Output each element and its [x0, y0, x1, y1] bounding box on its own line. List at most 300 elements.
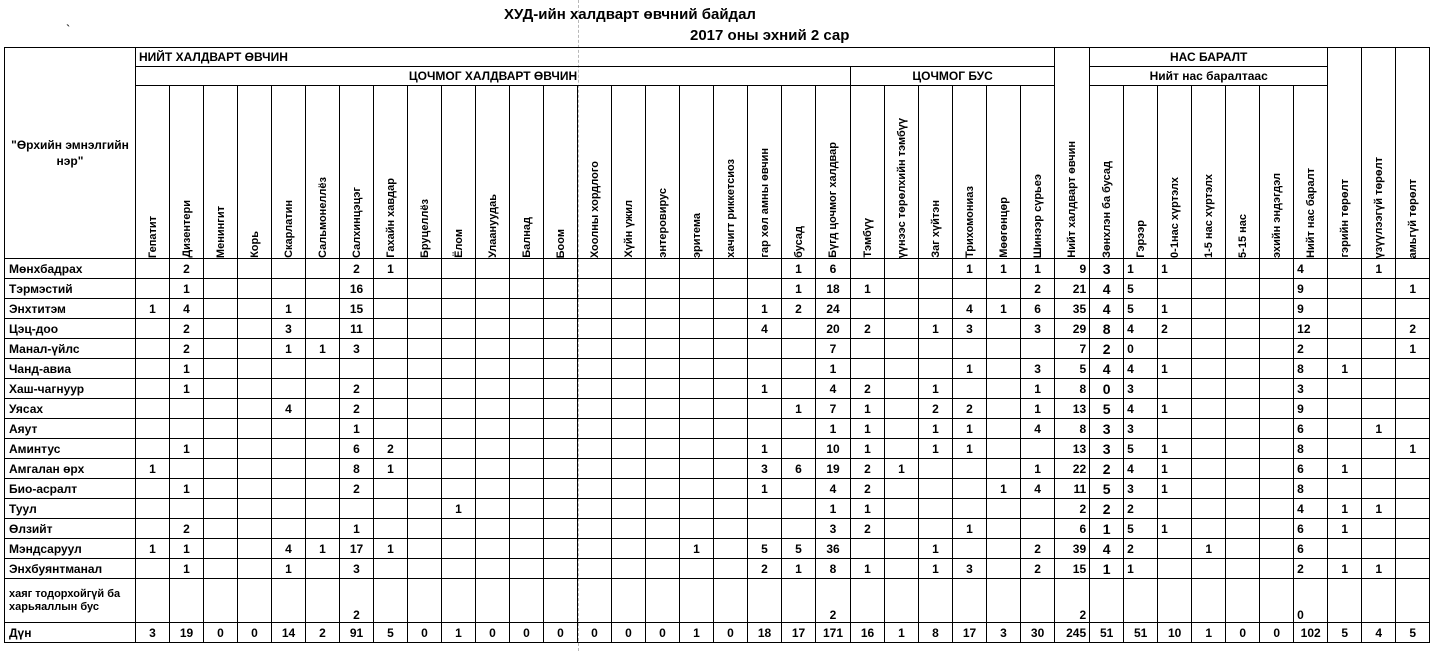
table-cell: 5: [1090, 399, 1124, 419]
table-cell: [680, 579, 714, 623]
header-col-1: Гепатит: [136, 86, 170, 259]
table-cell: 1: [953, 419, 987, 439]
table-cell: 1: [136, 299, 170, 319]
table-cell: [919, 499, 953, 519]
table-cell: [374, 359, 408, 379]
table-cell: [238, 379, 272, 399]
table-cell: [408, 459, 442, 479]
table-cell: [1396, 459, 1430, 479]
table-row: [5, 279, 1430, 299]
table-cell: 14: [272, 623, 306, 643]
table-cell: [408, 439, 442, 459]
table-cell: [919, 299, 953, 319]
table-cell: [885, 299, 919, 319]
table-cell: 2: [1055, 579, 1090, 623]
header-col-17: эритема: [680, 86, 714, 259]
table-cell: [442, 579, 476, 623]
table-cell: [1226, 439, 1260, 459]
table-cell: [510, 519, 544, 539]
table-cell: [1260, 359, 1294, 379]
table-cell: 1: [170, 439, 204, 459]
table-cell: 1: [1090, 519, 1124, 539]
table-cell: [136, 279, 170, 299]
table-cell: 0: [1260, 623, 1294, 643]
table-cell: [408, 359, 442, 379]
table-cell: [612, 339, 646, 359]
table-cell: [204, 479, 238, 499]
table-cell: 36: [816, 539, 851, 559]
table-cell: [851, 539, 885, 559]
header-col-9: Бруцеллёз: [408, 86, 442, 259]
table-cell: [885, 399, 919, 419]
table-cell: [204, 259, 238, 279]
table-cell: [680, 339, 714, 359]
table-cell: [340, 499, 374, 519]
table-cell: [476, 299, 510, 319]
header-col-7: Салхинцэцэг: [340, 86, 374, 259]
table-cell: [136, 499, 170, 519]
table-cell: 0: [408, 623, 442, 643]
table-row: [5, 459, 1430, 479]
table-cell: [510, 379, 544, 399]
table-cell: [953, 539, 987, 559]
table-cell: 18: [816, 279, 851, 299]
table-cell: [510, 299, 544, 319]
table-cell: [578, 319, 612, 339]
table-cell: [476, 459, 510, 479]
table-cell: 1: [442, 499, 476, 519]
table-cell: 5: [1090, 479, 1124, 499]
table-cell: [1260, 279, 1294, 299]
table-cell: [714, 519, 748, 539]
table-cell: [510, 399, 544, 419]
table-cell: [714, 579, 748, 623]
table-cell: 2: [170, 259, 204, 279]
table-cell: 8: [816, 559, 851, 579]
table-cell: 8: [340, 459, 374, 479]
table-cell: [408, 499, 442, 519]
table-cell: 4: [816, 479, 851, 499]
table-cell: [1226, 559, 1260, 579]
table-cell: [1192, 339, 1226, 359]
table-cell: 1: [919, 419, 953, 439]
table-cell: 4: [1124, 319, 1158, 339]
table-cell: 4: [1021, 479, 1055, 499]
table-cell: 5: [782, 539, 816, 559]
table-cell: [578, 399, 612, 419]
table-cell: [578, 339, 612, 359]
table-cell: [851, 579, 885, 623]
table-cell: [1362, 459, 1396, 479]
table-cell: [1396, 299, 1430, 319]
table-cell: 2: [340, 399, 374, 419]
table-cell: [1396, 559, 1430, 579]
table-cell: [987, 399, 1021, 419]
table-cell: [476, 419, 510, 439]
table-cell: [204, 439, 238, 459]
table-cell: 1: [953, 359, 987, 379]
table-cell: 8: [1294, 359, 1328, 379]
table-cell: [1328, 539, 1362, 559]
table-cell: [612, 559, 646, 579]
table-cell: [510, 479, 544, 499]
table-cell: [1260, 559, 1294, 579]
table-cell: [204, 359, 238, 379]
table-cell: [204, 319, 238, 339]
table-cell: [1328, 399, 1362, 419]
table-cell: [408, 379, 442, 399]
table-cell: 2: [340, 479, 374, 499]
table-cell: 1: [170, 539, 204, 559]
header-col-10: Ёлом: [442, 86, 476, 259]
header-col-4: Корь: [238, 86, 272, 259]
table-cell: 2: [1021, 539, 1055, 559]
table-cell: 8: [1055, 419, 1090, 439]
table-cell: [408, 519, 442, 539]
table-cell: [1362, 359, 1396, 379]
table-cell: [578, 419, 612, 439]
table-cell: [306, 279, 340, 299]
table-cell: [374, 339, 408, 359]
table-cell: [306, 399, 340, 419]
header-col-8: Гахайн хавдар: [374, 86, 408, 259]
table-row: [5, 379, 1430, 399]
table-cell: 2: [1021, 559, 1055, 579]
table-cell: [374, 579, 408, 623]
table-row: [5, 419, 1430, 439]
table-cell: 1: [816, 419, 851, 439]
table-cell: [510, 459, 544, 479]
table-cell: [238, 279, 272, 299]
table-cell: [782, 439, 816, 459]
table-cell: [544, 499, 578, 519]
table-cell: [953, 279, 987, 299]
table-cell: [544, 519, 578, 539]
table-cell: [919, 259, 953, 279]
header-col-11: Улаануудаь: [476, 86, 510, 259]
table-cell: [646, 399, 680, 419]
table-cell: 5: [1124, 519, 1158, 539]
table-total-row: [5, 623, 1430, 643]
table-cell: [1328, 419, 1362, 439]
clinic-name: Манал-үйлс: [5, 339, 136, 359]
table-cell: [782, 419, 816, 439]
table-cell: 8: [1055, 379, 1090, 399]
table-cell: [748, 579, 782, 623]
table-cell: [442, 259, 476, 279]
table-cell: [646, 319, 680, 339]
table-cell: 1: [851, 499, 885, 519]
table-cell: [714, 299, 748, 319]
table-cell: 1: [1192, 539, 1226, 559]
table-cell: 1: [680, 623, 714, 643]
table-cell: 1: [136, 459, 170, 479]
table-cell: 19: [170, 623, 204, 643]
table-cell: [714, 279, 748, 299]
table-cell: 1: [1158, 479, 1192, 499]
table-cell: [885, 499, 919, 519]
table-cell: [1192, 499, 1226, 519]
table-cell: [578, 559, 612, 579]
table-cell: [1396, 379, 1430, 399]
table-cell: [476, 379, 510, 399]
table-cell: [885, 359, 919, 379]
table-cell: [1328, 259, 1362, 279]
table-cell: 1: [885, 623, 919, 643]
table-cell: 1: [680, 539, 714, 559]
table-cell: 4: [1294, 259, 1328, 279]
table-cell: [1328, 479, 1362, 499]
table-cell: 1: [851, 439, 885, 459]
header-acute-infections: ЦОЧМОГ ХАЛДВАРТ ӨВЧИН: [136, 67, 851, 86]
table-cell: 29: [1055, 319, 1090, 339]
table-cell: [987, 319, 1021, 339]
table-cell: [1192, 439, 1226, 459]
table-cell: [612, 459, 646, 479]
table-cell: [612, 499, 646, 519]
table-cell: [306, 319, 340, 339]
table-cell: [544, 299, 578, 319]
table-cell: 24: [816, 299, 851, 319]
table-row: [5, 439, 1430, 459]
table-cell: 1: [170, 279, 204, 299]
table-cell: 3: [340, 559, 374, 579]
table-cell: 2: [851, 379, 885, 399]
table-cell: [1328, 439, 1362, 459]
table-cell: 1: [851, 419, 885, 439]
table-cell: [442, 459, 476, 479]
table-cell: [1362, 579, 1396, 623]
report-title: ХУД-ийн халдварт өвчний байдал: [504, 6, 756, 23]
clinic-name: Аминтус: [5, 439, 136, 459]
table-cell: [544, 319, 578, 339]
table-cell: [374, 379, 408, 399]
table-cell: 17: [953, 623, 987, 643]
table-cell: 8: [919, 623, 953, 643]
table-cell: [136, 259, 170, 279]
table-cell: [646, 559, 680, 579]
table-cell: [919, 339, 953, 359]
table-cell: [748, 419, 782, 439]
table-cell: [782, 579, 816, 623]
table-cell: [1328, 339, 1362, 359]
table-cell: [374, 479, 408, 499]
table-cell: [544, 359, 578, 379]
table-cell: [680, 499, 714, 519]
table-cell: [1260, 379, 1294, 399]
table-cell: [987, 559, 1021, 579]
table-cell: [1260, 519, 1294, 539]
table-cell: [1226, 339, 1260, 359]
table-cell: 1: [170, 559, 204, 579]
table-cell: 1: [919, 439, 953, 459]
table-cell: 17: [782, 623, 816, 643]
clinic-name: Мэндсаруул: [5, 539, 136, 559]
table-cell: 1: [851, 279, 885, 299]
table-cell: [272, 459, 306, 479]
table-cell: [748, 279, 782, 299]
table-cell: [1362, 439, 1396, 459]
table-cell: [714, 459, 748, 479]
header-death-subtotal: Нийт нас баралтаас: [1090, 67, 1328, 86]
table-cell: 4: [1362, 623, 1396, 643]
table-cell: [987, 519, 1021, 539]
table-cell: [238, 479, 272, 499]
table-cell: [646, 439, 680, 459]
table-cell: [306, 299, 340, 319]
table-cell: [510, 279, 544, 299]
table-cell: 35: [1055, 299, 1090, 319]
table-cell: 0: [238, 623, 272, 643]
table-cell: 1: [1158, 299, 1192, 319]
clinic-name: Тэрмэстий: [5, 279, 136, 299]
table-cell: [748, 359, 782, 379]
table-cell: 9: [1294, 399, 1328, 419]
table-cell: [442, 479, 476, 499]
table-cell: [1260, 259, 1294, 279]
table-cell: 1: [272, 559, 306, 579]
table-cell: 6: [1294, 539, 1328, 559]
table-cell: [272, 499, 306, 519]
table-cell: 2: [953, 399, 987, 419]
table-cell: 1: [748, 439, 782, 459]
table-cell: 17: [340, 539, 374, 559]
table-cell: 6: [1294, 519, 1328, 539]
clinic-name: Энхбуянтманал: [5, 559, 136, 579]
table-row: [5, 499, 1430, 519]
table-cell: [442, 319, 476, 339]
table-cell: [578, 279, 612, 299]
table-cell: 15: [340, 299, 374, 319]
table-cell: 2: [374, 439, 408, 459]
clinic-name: Дүн: [5, 623, 136, 643]
table-cell: 1: [953, 259, 987, 279]
table-cell: 1: [340, 519, 374, 539]
table-cell: [612, 419, 646, 439]
table-cell: [680, 439, 714, 459]
table-cell: [204, 519, 238, 539]
table-cell: 5: [1124, 439, 1158, 459]
table-cell: 1: [987, 299, 1021, 319]
header-col-20: бусад: [782, 86, 816, 259]
header-deaths: НАС БАРАЛТ: [1090, 48, 1328, 67]
table-cell: [1192, 319, 1226, 339]
table-cell: 4: [1090, 359, 1124, 379]
table-cell: [612, 259, 646, 279]
table-cell: [714, 339, 748, 359]
table-cell: [987, 359, 1021, 379]
table-cell: 1: [1021, 259, 1055, 279]
table-cell: 6: [816, 259, 851, 279]
table-cell: 1: [272, 339, 306, 359]
header-col-30: Гэрээр: [1124, 86, 1158, 259]
table-row: [5, 259, 1430, 279]
table-cell: [885, 279, 919, 299]
table-cell: [851, 299, 885, 319]
table-cell: [1021, 439, 1055, 459]
table-cell: [885, 319, 919, 339]
table-cell: [714, 399, 748, 419]
table-cell: [1362, 519, 1396, 539]
table-cell: [442, 559, 476, 579]
table-cell: 1: [1021, 459, 1055, 479]
table-cell: [544, 439, 578, 459]
table-cell: [1260, 439, 1294, 459]
clinic-name: Мөнхбадрах: [5, 259, 136, 279]
table-cell: [1396, 399, 1430, 419]
table-cell: 1: [1396, 279, 1430, 299]
table-cell: [204, 279, 238, 299]
table-cell: [680, 319, 714, 339]
table-cell: [714, 259, 748, 279]
table-cell: [442, 379, 476, 399]
table-cell: [1396, 479, 1430, 499]
table-cell: [1021, 579, 1055, 623]
header-col-13: Боом: [544, 86, 578, 259]
table-cell: 1: [1362, 419, 1396, 439]
table-cell: [476, 259, 510, 279]
table-cell: [1362, 319, 1396, 339]
table-cell: 0: [204, 623, 238, 643]
header-col-16: энтеровирус: [646, 86, 680, 259]
table-cell: [1226, 459, 1260, 479]
table-cell: [1362, 399, 1396, 419]
table-cell: [782, 359, 816, 379]
table-cell: 2: [340, 379, 374, 399]
table-cell: [1158, 379, 1192, 399]
table-cell: 4: [1090, 279, 1124, 299]
table-cell: [510, 359, 544, 379]
table-cell: 1: [374, 459, 408, 479]
table-cell: [748, 519, 782, 539]
table-cell: [272, 279, 306, 299]
header-col-25: Трихомониаз: [953, 86, 987, 259]
table-cell: [987, 539, 1021, 559]
table-cell: 1: [1158, 259, 1192, 279]
table-cell: 1: [306, 339, 340, 359]
table-cell: 5: [748, 539, 782, 559]
table-cell: [919, 479, 953, 499]
table-cell: [1158, 539, 1192, 559]
table-cell: 4: [1294, 499, 1328, 519]
table-cell: 11: [1055, 479, 1090, 499]
table-cell: [306, 259, 340, 279]
table-cell: [1328, 319, 1362, 339]
table-cell: [987, 419, 1021, 439]
header-total-infections: НИЙТ ХАЛДВАРТ ӨВЧИН: [136, 48, 1055, 67]
table-cell: 3: [1090, 439, 1124, 459]
table-cell: [578, 259, 612, 279]
report-period: 2017 оны эхний 2 сар: [690, 27, 850, 44]
table-cell: [1192, 559, 1226, 579]
table-cell: [1226, 579, 1260, 623]
table-cell: [782, 499, 816, 519]
table-cell: [885, 379, 919, 399]
table-cell: 13: [1055, 399, 1090, 419]
table-cell: [1192, 259, 1226, 279]
table-cell: [238, 259, 272, 279]
header-col-27: Шинээр сүрьеэ: [1021, 86, 1055, 259]
table-cell: [612, 359, 646, 379]
table-cell: [919, 359, 953, 379]
table-cell: [544, 379, 578, 399]
table-cell: [476, 339, 510, 359]
table-cell: [578, 459, 612, 479]
table-cell: 1: [170, 359, 204, 379]
table-cell: [680, 559, 714, 579]
table-cell: 12: [1294, 319, 1328, 339]
table-cell: 1: [374, 539, 408, 559]
